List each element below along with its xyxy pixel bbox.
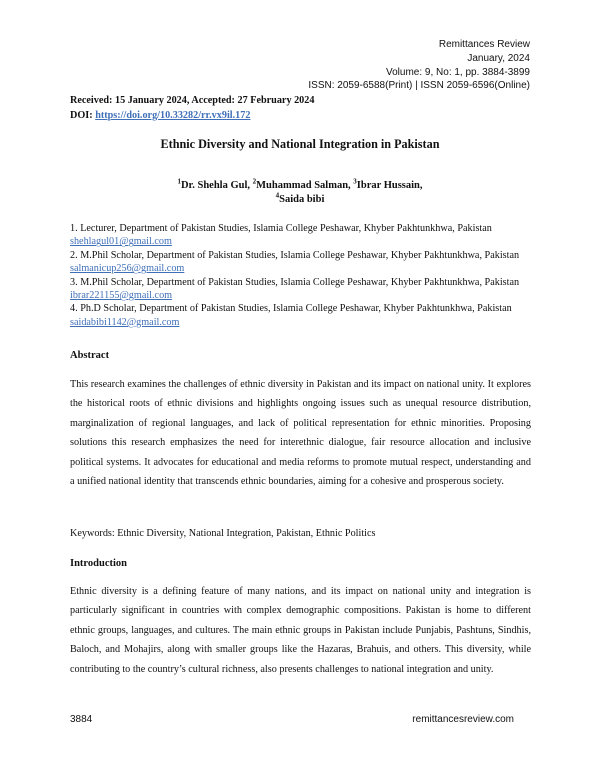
journal-name: Remittances Review (438, 39, 530, 50)
issue-date: January, 2024 (467, 52, 530, 64)
affiliation-item (70, 302, 532, 329)
author-number: 2 (252, 177, 257, 186)
author-number: 4 (275, 191, 280, 200)
publication-info (70, 94, 314, 123)
author-email-link[interactable]: saidabibi1142@gmail.com (70, 316, 180, 328)
introduction-text: Ethnic diversity is a defining feature of many nations, and its impact on national unity and integration is particularly significant in countries with complex demographic compositions. Pakistan is home to different ethnic groups, languages, and cultures. The main ethnic groups in Pakistan include Punjabis, Pashtuns, Sindhis, Baloch, and Mohajirs, along with smaller groups like the Hazaras, Brahuis, and others. This diversity, while contributing to the country’s cultural richness, also presents challenges to national integration and unity. (70, 586, 531, 675)
received-accepted-dates: Received: 15 January 2024, Accepted: 27 February 2024 (70, 95, 315, 106)
affiliation-text: 1. Lecturer, Department of Pakistan Studies, Islamia College Peshawar, Khyber Pakhtunkhwa, Pakistan (70, 223, 492, 234)
footer-website: remittancesreview.com (412, 714, 514, 725)
author-email-link[interactable]: ibrar221155@gmail.com (70, 290, 173, 302)
affiliations (70, 222, 532, 329)
author-name: Muhammad Salman, (256, 180, 354, 191)
author-line-2 (0, 193, 600, 207)
affiliation-text: 3. M.Phil Scholar, Department of Pakistan Studies, Islamia College Peshawar, Khyber Pakhtunkhwa, Pakistan (70, 276, 520, 288)
author-email-link[interactable]: salmanicup256@gmail.com (70, 263, 185, 275)
affiliation-text: 2. M.Phil Scholar, Department of Pakistan Studies, Islamia College Peshawar, Khyber Pakhtunkhwa, Pakistan (70, 249, 520, 261)
author-email-link[interactable]: shehlagul01@gmail.com (70, 236, 172, 248)
author-list (0, 179, 600, 207)
affiliation-item (70, 222, 532, 249)
affiliation-item (70, 249, 532, 276)
doi-label: DOI: (70, 109, 96, 121)
affiliation-item (70, 276, 532, 303)
page-number: 3884 (70, 714, 93, 725)
author-line-1 (0, 179, 600, 193)
author-name: Saida bibi (279, 194, 325, 205)
doi-link[interactable]: https://doi.org/10.33282/rr.vx9il.172 (95, 109, 251, 121)
abstract-text: This research examines the challenges of ethnic diversity in Pakistan and its impact on national unity. It explores the historical roots of ethnic divisions and highlights ongoing issues such as unequal resource distribution, marginalization of regional languages, and lack of political representation for ethnic minorities. Proposing solutions this research emphasizes the need for interethnic dialogue, fair resource allocation and inclusive political systems. It advocates for educational and media reforms to promote mutual respect, understanding and a unified national identity that transcends ethnic boundaries, aiming for a cohesive and prosperous society. (70, 379, 531, 488)
paper-title: Ethnic Diversity and National Integration in Pakistan (160, 137, 440, 151)
volume-info: Volume: 9, No: 1, pp. 3884-3899 (386, 66, 530, 78)
abstract-heading: Abstract (70, 350, 110, 361)
introduction-heading: Introduction (70, 558, 127, 569)
keywords: Keywords: Ethnic Diversity, National Integration, Pakistan, Ethnic Politics (70, 528, 376, 539)
doi-line (70, 109, 314, 124)
journal-header (308, 38, 530, 93)
affiliation-text: 4. Ph.D Scholar, Department of Pakistan Studies, Islamia College Peshawar, Khyber Pakhtunkhwa, Pakistan (70, 303, 512, 315)
author-name: Dr. Shehla Gul, (180, 180, 253, 191)
issn-info: ISSN: 2059-6588(Print) | ISSN 2059-6596(Online) (308, 80, 530, 92)
author-number: 1 (177, 177, 181, 186)
author-name: Ibrar Hussain, (356, 180, 423, 191)
author-number: 3 (353, 177, 357, 186)
